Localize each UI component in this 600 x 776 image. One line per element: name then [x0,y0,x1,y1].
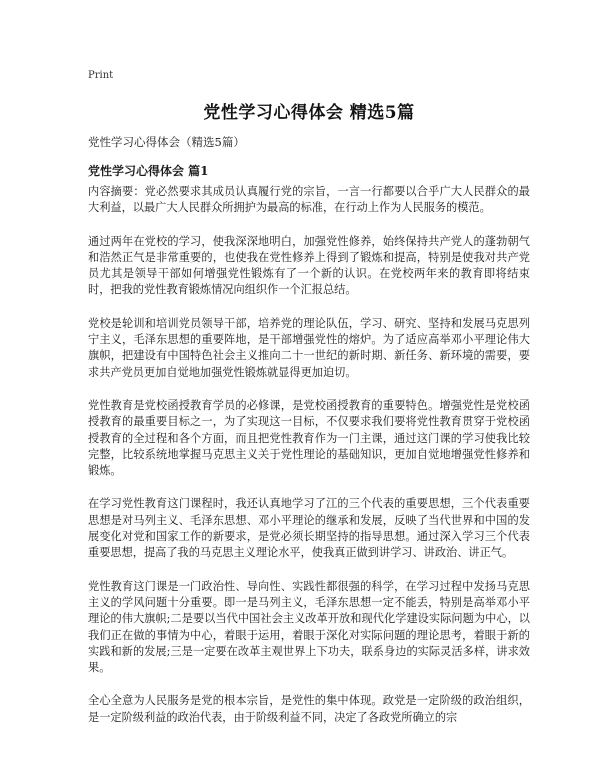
paragraph-abstract: 内容摘要：党必然要求其成员认真履行党的宗旨，一言一行都要以合乎广大人民群众的最大利益，以最广大人民群众所拥护为最高的标准，在行动上作为人民服务的模范。 [88,185,530,215]
paragraph: 党性教育这门课是一门政治性、导向性、实践性都很强的科学，在学习过程中发扬马克思主义的学风问题十分重要。即一是马列主义，毛泽东思想一定不能丢，特别是高举邓小平理论的伟大旗帜;二是要以当代中国社会主义改革开放和现代化学建设实际问题为中心，以我们正在做的事情为中心，着眼于运用，着眼于深化对实际问题的理论思考，着眼于新的实践和新的发展;三是一定要在改革主观世界上下功夫，联系身边的实际灵活多样，讲求效果。 [88,579,530,675]
paragraph: 通过两年在党校的学习，使我深深地明白，加强党性修养，始终保持共产党人的蓬勃朝气和浩然正气是非常重要的，也使我在党性修养上得到了锻炼和提高，特别是使我对共产党员尤其是领导干部如何增强党性锻炼有了一个新的认识。在党校两年来的教育即将结束时，把我的党性教育锻炼情况向组织作一个汇报总结。 [88,234,530,297]
document-subtitle: 党性学习心得体会（精选5篇） [88,135,245,149]
print-link[interactable]: Print [88,70,114,81]
paragraph: 党性教育是党校函授教育学员的必修课，是党校函授教育的重要特色。增强党性是党校函授教育的最重要目标之一，为了实现这一目标，不仅要求我们要将党性教育贯穿于党校函授教育的全过程和各个方面，而且把党性教育作为一门主课，通过这门课的学习使我比较完整，比较系统地掌握马克思主义关于党性理论的基础知识，更加自觉地增强党性修养和锻炼。 [88,398,530,478]
article-body [88,184,530,743]
paragraph: 全心全意为人民服务是党的根本宗旨，是党性的集中体现。政党是一定阶级的政治组织，是一定阶级利益的政治代表，由于阶级利益不同，决定了各政党所确立的宗 [88,694,530,724]
section-heading: 党性学习心得体会 篇1 [88,164,209,178]
paragraph: 在学习党性教育这门课程时，我还认真地学习了江的三个代表的重要思想，三个代表重要思想是对马列主义、毛泽东思想、邓小平理论的继承和发展，反映了当代世界和中国的发展变化对党和国家工作的新要求，是党必须长期坚持的指导思想。通过深入学习三个代表重要思想，提高了我的马克思主义理论水平，使我真正做到讲学习、讲政治、讲正气。 [88,497,530,560]
paragraph: 党校是轮训和培训党员领导干部，培养党的理论队伍，学习、研究、坚持和发展马克思列宁主义，毛泽东思想的重要阵地，是干部增强党性的熔炉。为了适应高举邓小平理论伟大旗帜，把建设有中国特色社会主义推向二十一世纪的新时期、新任务、新环境的需要，要求共产党员更加自觉地加强党性锻炼就显得更加迫切。 [88,316,530,379]
document-title: 党性学习心得体会 精选5篇 [203,103,415,123]
